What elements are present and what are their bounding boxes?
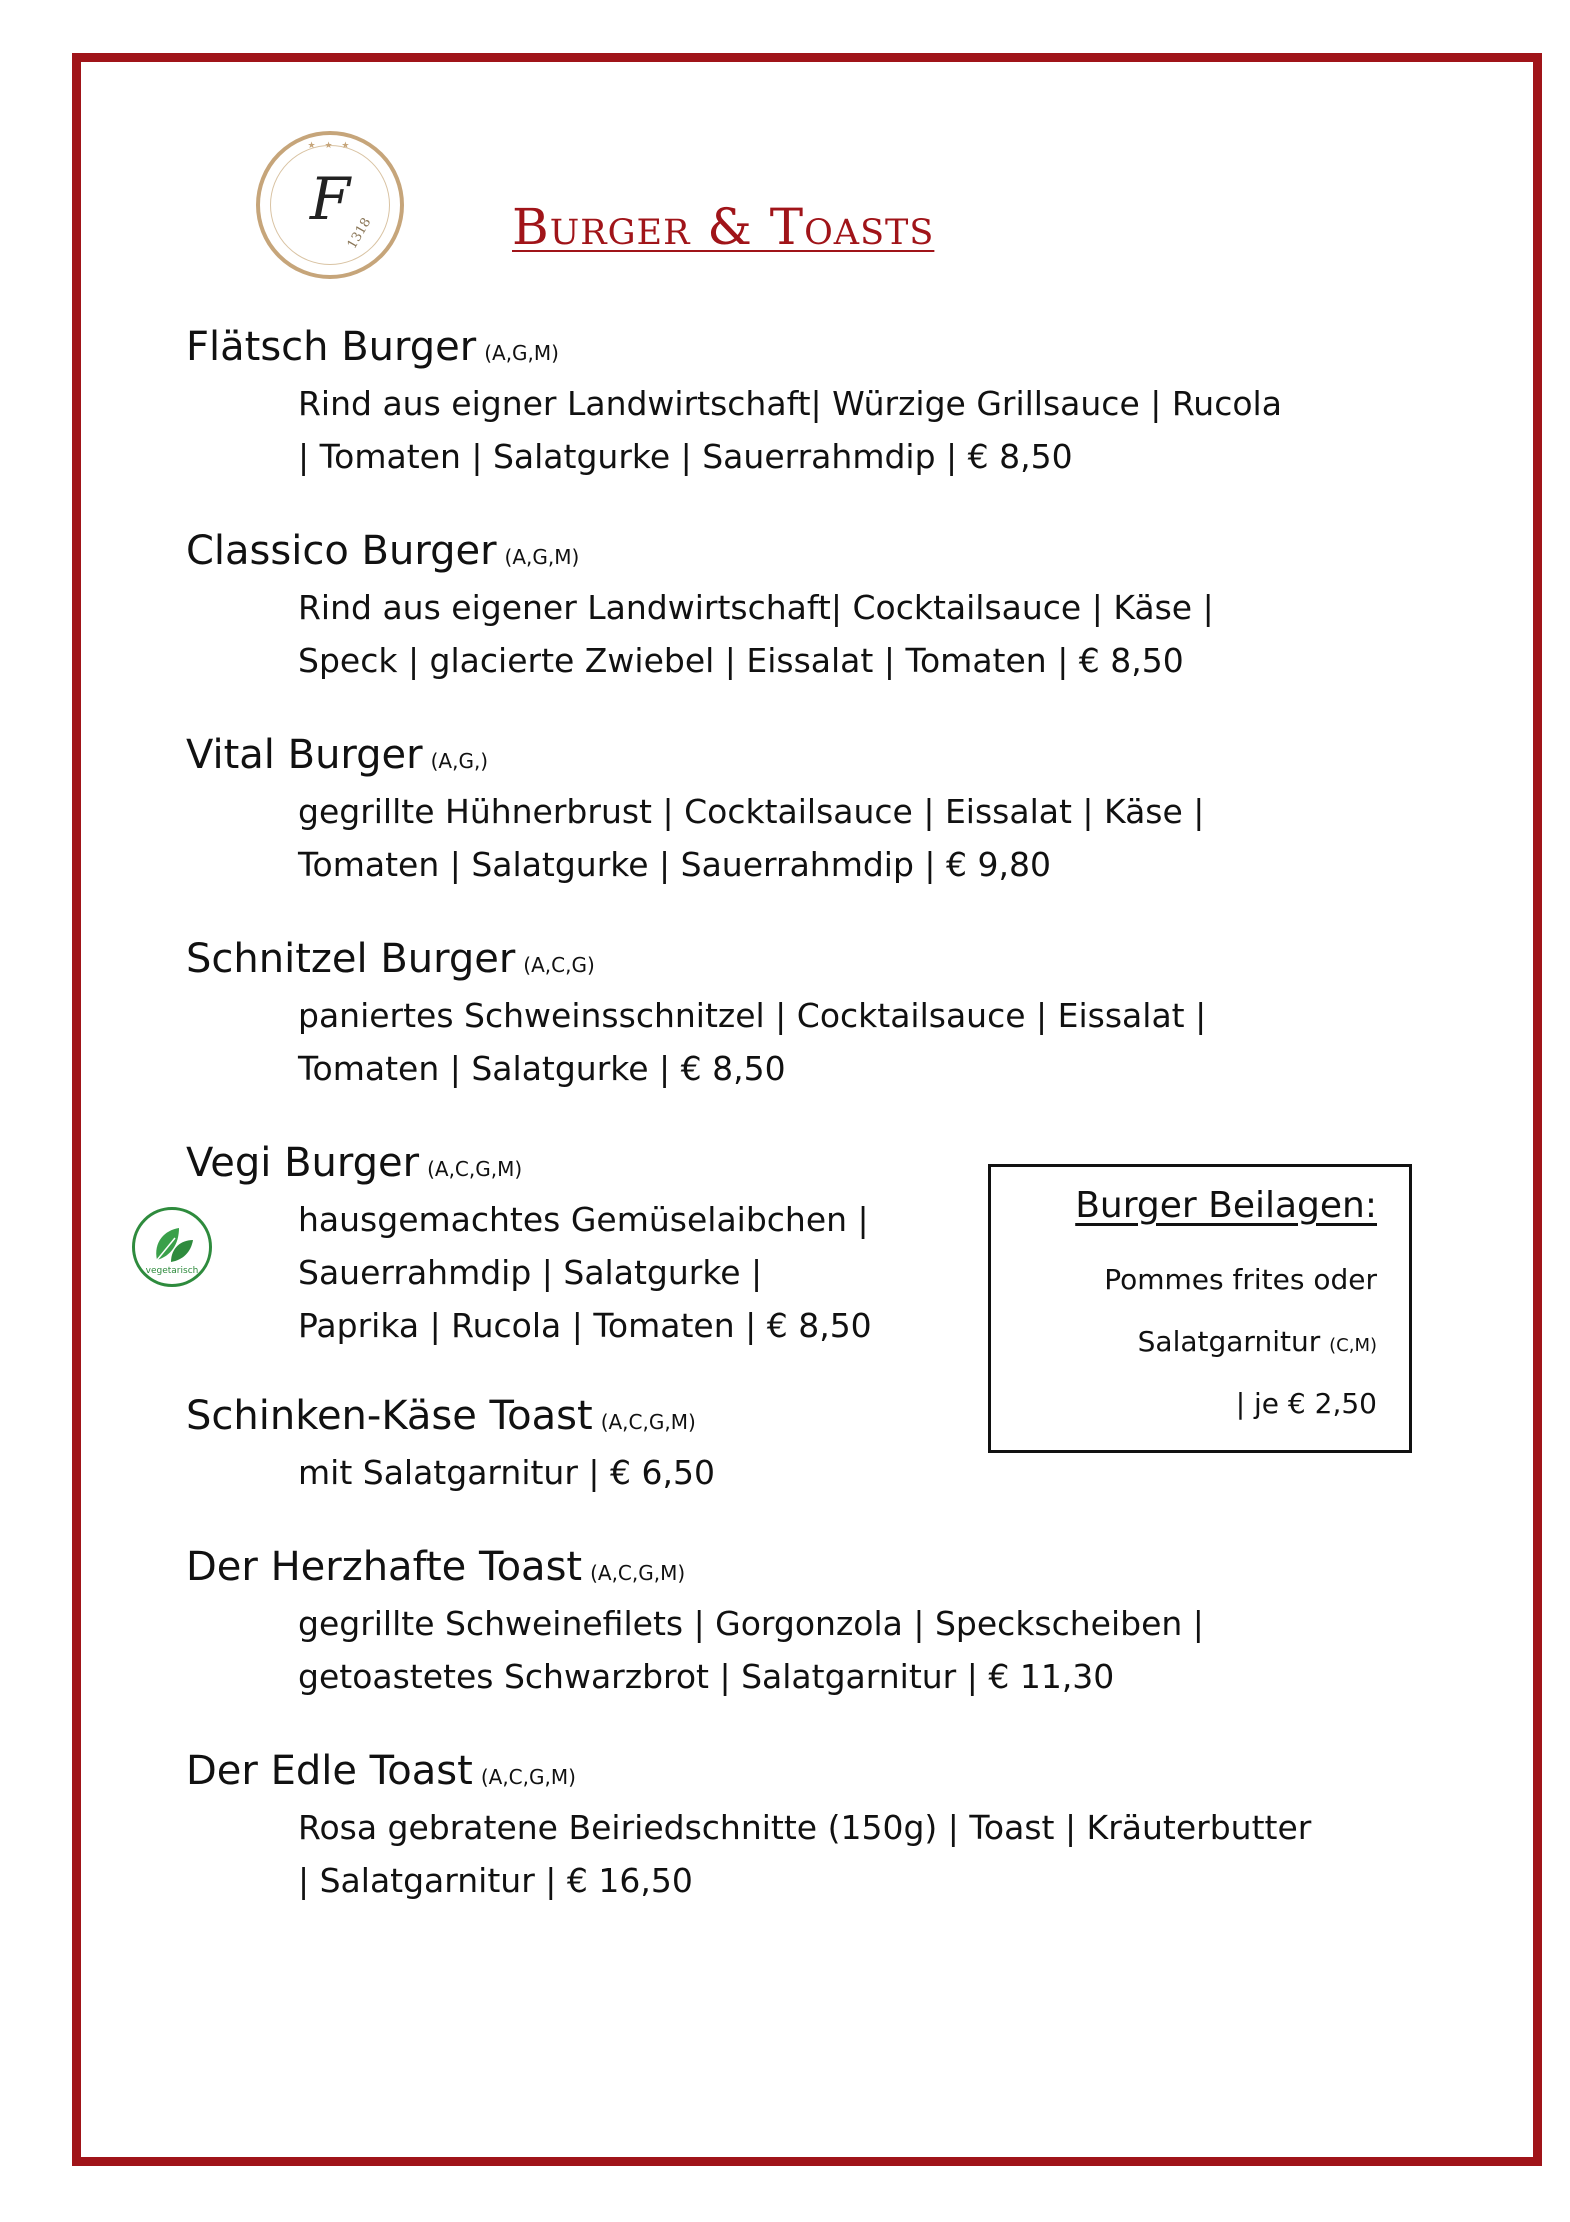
sides-line: Pommes frites oder xyxy=(1104,1263,1377,1296)
sides-line: Salatgarnitur (C,M) xyxy=(1137,1325,1377,1358)
item-desc-line: Paprika | Rucola | Tomaten | € 8,50 xyxy=(298,1306,872,1345)
page-title: Burger & Toasts xyxy=(512,198,935,256)
sides-price: | je € 2,50 xyxy=(1235,1387,1377,1420)
item-allergens: (A,C,G,M) xyxy=(427,1157,523,1181)
item-name: Flätsch Burger xyxy=(186,324,477,370)
vegetarian-label: vegetarisch xyxy=(145,1266,199,1276)
item-name: Schinken-Käse Toast xyxy=(186,1393,593,1439)
menu-item xyxy=(186,527,1416,687)
item-allergens: (A,C,G,M) xyxy=(480,1765,576,1789)
item-desc-line: Rosa gebratene Beiriedschnitte (150g) | Toast | Kräuterbutter xyxy=(298,1808,1312,1847)
sides-title: Burger Beilagen: xyxy=(1075,1185,1377,1226)
item-desc-line: Rind aus eigner Landwirtschaft| Würzige Grillsauce | Rucola xyxy=(298,384,1282,423)
menu-item xyxy=(186,1392,966,1499)
item-desc-line: | Salatgarnitur | € 16,50 xyxy=(298,1861,693,1900)
item-desc-line: gegrillte Hühnerbrust | Cocktailsauce | Eissalat | Käse | xyxy=(298,792,1205,831)
logo-stars: ★ ★ ★ xyxy=(307,141,353,151)
menu-item xyxy=(186,935,1416,1095)
item-desc-line: Speck | glacierte Zwiebel | Eissalat | Tomaten | € 8,50 xyxy=(298,641,1184,680)
item-desc-line: mit Salatgarnitur | € 6,50 xyxy=(298,1453,715,1492)
item-name: Vital Burger xyxy=(186,732,423,778)
menu-item xyxy=(186,1139,966,1352)
item-desc-line: Tomaten | Salatgurke | Sauerrahmdip | € 9,80 xyxy=(298,845,1051,884)
item-desc-line: getoastetes Schwarzbrot | Salatgarnitur | € 11,30 xyxy=(298,1657,1115,1696)
item-desc-line: Rind aus eigener Landwirtschaft| Cocktailsauce | Käse | xyxy=(298,588,1214,627)
item-name: Der Edle Toast xyxy=(186,1748,473,1794)
item-desc-line: paniertes Schweinsschnitzel | Cocktailsauce | Eissalat | xyxy=(298,996,1207,1035)
sides-box xyxy=(988,1164,1412,1453)
sides-allergens: (C,M) xyxy=(1329,1335,1377,1356)
item-desc-line: | Tomaten | Salatgurke | Sauerrahmdip | € 8,50 xyxy=(298,437,1073,476)
item-name: Schnitzel Burger xyxy=(186,936,516,982)
item-desc-line: hausgemachtes Gemüselaibchen | xyxy=(298,1200,869,1239)
item-name: Classico Burger xyxy=(186,528,497,574)
restaurant-logo xyxy=(256,131,404,279)
item-allergens: (A,C,G,M) xyxy=(600,1410,696,1434)
item-allergens: (A,C,G) xyxy=(523,953,595,977)
menu-item xyxy=(186,1747,1416,1907)
item-name: Der Herzhafte Toast xyxy=(186,1544,583,1590)
logo-year: 1318 xyxy=(344,215,375,252)
item-desc-line: Tomaten | Salatgurke | € 8,50 xyxy=(298,1049,786,1088)
item-desc-line: gegrillte Schweinefilets | Gorgonzola | Speckscheiben | xyxy=(298,1604,1204,1643)
item-allergens: (A,G,M) xyxy=(484,341,559,365)
menu-item xyxy=(186,1543,1416,1703)
item-desc-line: Sauerrahmdip | Salatgurke | xyxy=(298,1253,763,1292)
logo-monogram: F xyxy=(309,165,351,233)
vegetarian-badge xyxy=(132,1207,212,1287)
menu-item xyxy=(186,323,1416,483)
item-allergens: (A,G,) xyxy=(430,749,489,773)
menu-item xyxy=(186,731,1416,891)
item-name: Vegi Burger xyxy=(186,1140,420,1186)
item-allergens: (A,C,G,M) xyxy=(590,1561,686,1585)
item-allergens: (A,G,M) xyxy=(504,545,580,569)
